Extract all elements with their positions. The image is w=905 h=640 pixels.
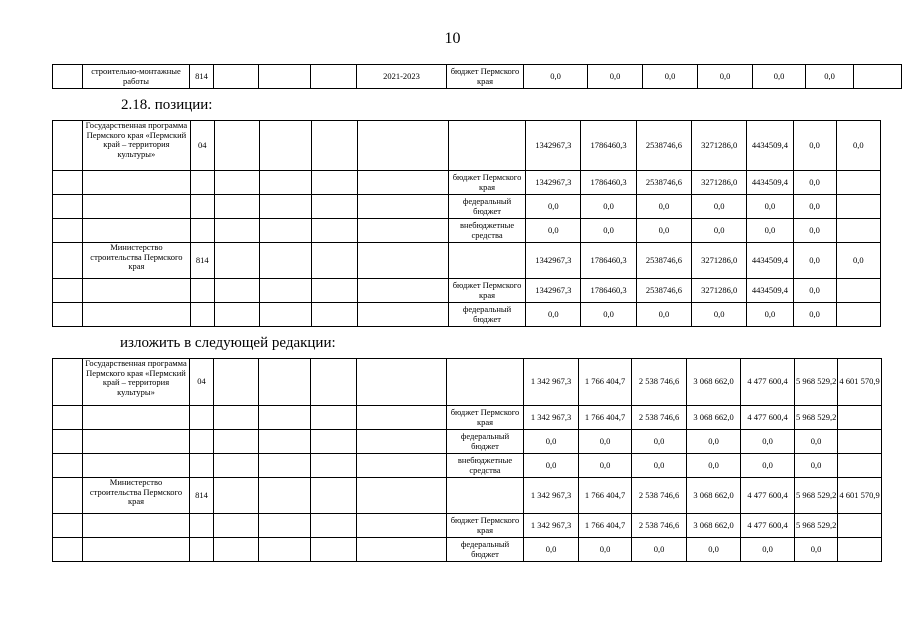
table-row [53, 538, 882, 562]
row-source-cell [448, 121, 525, 171]
row-source-cell: бюджет Пермского края [448, 171, 525, 195]
value-cell: 3 068 662,0 [687, 478, 741, 514]
table-cell [53, 65, 83, 89]
value-cell: 3271286,0 [692, 243, 747, 279]
value-cell: 1342967,3 [526, 279, 581, 303]
table-row [53, 243, 881, 279]
row-source-cell: бюджет Пермского края [447, 65, 524, 89]
table-cell [357, 406, 447, 430]
value-cell: 0,0 [687, 538, 741, 562]
table-row [53, 303, 881, 327]
value-cell: 1342967,3 [526, 171, 581, 195]
table-cell [214, 406, 259, 430]
value-cell [836, 279, 880, 303]
row-name-cell [83, 279, 191, 303]
table-cell [259, 65, 311, 89]
value-cell: 2538746,6 [636, 171, 691, 195]
value-cell [838, 454, 882, 478]
value-cell: 0,0 [632, 538, 687, 562]
table-row [53, 478, 882, 514]
row-source-cell: федеральный бюджет [448, 195, 525, 219]
value-cell: 0,0 [526, 303, 581, 327]
row-name-cell [83, 514, 190, 538]
row-source-cell: федеральный бюджет [447, 538, 524, 562]
row-code-cell [190, 195, 214, 219]
row-source-cell: бюджет Пермского края [447, 406, 524, 430]
table-cell [53, 478, 83, 514]
row-code-cell [190, 303, 214, 327]
table-cell [259, 171, 311, 195]
table-cell [53, 406, 83, 430]
value-cell: 0,0 [632, 430, 687, 454]
table-cell [357, 454, 447, 478]
row-name-cell [83, 538, 190, 562]
value-cell: 0,0 [741, 454, 795, 478]
table-cell [358, 171, 448, 195]
row-source-cell [448, 243, 525, 279]
table-cell [214, 430, 259, 454]
value-cell: 2 538 746,6 [632, 359, 687, 406]
value-cell: 4 477 600,4 [741, 406, 795, 430]
table-cell [312, 279, 358, 303]
row-code-cell: 814 [190, 65, 214, 89]
value-cell: 3271286,0 [692, 279, 747, 303]
table-cell [259, 514, 311, 538]
table-cell [53, 514, 83, 538]
value-cell: 0,0 [747, 219, 793, 243]
table-cell [358, 195, 448, 219]
section-heading: изложить в следующей редакции: [120, 335, 336, 351]
row-name-cell [83, 430, 190, 454]
value-cell [836, 195, 880, 219]
value-cell: 2 538 746,6 [632, 514, 687, 538]
table-cell [259, 359, 311, 406]
row-code-cell [190, 171, 214, 195]
value-cell: 4434509,4 [747, 243, 793, 279]
table-cell [357, 514, 447, 538]
table-cell [358, 303, 448, 327]
table-cell [214, 65, 259, 89]
value-cell: 4 477 600,4 [741, 478, 795, 514]
value-cell: 0,0 [793, 279, 836, 303]
table-cell [53, 243, 83, 279]
value-cell: 0,0 [795, 430, 838, 454]
row-period-cell: 2021-2023 [357, 65, 447, 89]
value-cell: 0,0 [636, 195, 691, 219]
table-cell [311, 430, 357, 454]
row-code-cell [190, 538, 214, 562]
table-row [53, 121, 881, 171]
row-source-cell: федеральный бюджет [447, 430, 524, 454]
row-source-cell: федеральный бюджет [448, 303, 525, 327]
value-cell: 1342967,3 [526, 121, 581, 171]
table-cell [259, 478, 311, 514]
value-cell: 0,0 [643, 65, 698, 89]
table-cell [311, 359, 357, 406]
table-cell [311, 406, 357, 430]
value-cell: 0,0 [581, 303, 636, 327]
table-cell [214, 195, 259, 219]
value-cell: 0,0 [579, 538, 632, 562]
value-cell: 0,0 [524, 454, 579, 478]
table-row [53, 514, 882, 538]
table-cell [53, 279, 83, 303]
old-version-table [52, 120, 881, 327]
table-cell [53, 359, 83, 406]
table-cell [312, 121, 358, 171]
value-cell: 0,0 [588, 65, 643, 89]
value-cell: 0,0 [741, 538, 795, 562]
value-cell: 0,0 [793, 219, 836, 243]
value-cell: 0,0 [793, 121, 836, 171]
table-cell [312, 303, 358, 327]
table-cell [214, 171, 259, 195]
value-cell: 5 968 529,2 [795, 478, 838, 514]
table-row [53, 195, 881, 219]
value-cell: 0,0 [524, 538, 579, 562]
table-cell [259, 406, 311, 430]
value-cell: 0,0 [632, 454, 687, 478]
value-cell: 1 766 404,7 [579, 359, 632, 406]
table-cell [311, 538, 357, 562]
table-cell [214, 279, 259, 303]
table-cell [259, 454, 311, 478]
row-name-cell: Государственная программа Пермского края «Пермский край – территория культуры» [83, 359, 190, 406]
row-source-cell: бюджет Пермского края [447, 514, 524, 538]
row-code-cell: 814 [190, 243, 214, 279]
value-cell: 0,0 [836, 243, 880, 279]
table-cell [311, 65, 357, 89]
value-cell: 4 477 600,4 [741, 359, 795, 406]
value-cell: 0,0 [687, 454, 741, 478]
table-row [53, 279, 881, 303]
table-cell [214, 303, 259, 327]
table-cell [358, 121, 448, 171]
table-cell [259, 219, 311, 243]
row-name-cell: Государственная программа Пермского края «Пермский край – территория культуры» [83, 121, 191, 171]
table-row [53, 454, 882, 478]
table-cell [214, 514, 259, 538]
table-cell [53, 303, 83, 327]
table-cell [357, 359, 447, 406]
row-code-cell [190, 219, 214, 243]
row-name-cell: Министерство строительства Пермского края [83, 478, 190, 514]
table-cell [53, 430, 83, 454]
row-name-cell [83, 406, 190, 430]
table-cell [311, 478, 357, 514]
page-number: 10 [444, 30, 461, 47]
value-cell: 0,0 [793, 303, 836, 327]
value-cell: 0,0 [793, 195, 836, 219]
new-version-table [52, 358, 882, 562]
value-cell: 3 068 662,0 [687, 359, 741, 406]
table-cell [357, 538, 447, 562]
table-row [53, 65, 902, 89]
row-code-cell [190, 406, 214, 430]
value-cell: 0,0 [753, 65, 806, 89]
value-cell: 2538746,6 [636, 121, 691, 171]
value-cell: 5 968 529,2 [795, 359, 838, 406]
row-code-cell [190, 279, 214, 303]
table-cell [259, 303, 311, 327]
table-row [53, 359, 882, 406]
table-cell [53, 219, 83, 243]
row-name-cell [83, 303, 191, 327]
value-cell [838, 406, 882, 430]
row-code-cell: 814 [190, 478, 214, 514]
value-cell: 0,0 [581, 195, 636, 219]
value-cell: 1 342 967,3 [524, 406, 579, 430]
table-cell [312, 219, 358, 243]
row-name-cell [83, 219, 191, 243]
table-cell [358, 243, 448, 279]
table-cell [358, 279, 448, 303]
value-cell: 0,0 [793, 171, 836, 195]
continuation-table [52, 64, 902, 89]
value-cell: 0,0 [636, 303, 691, 327]
value-cell: 1 766 404,7 [579, 406, 632, 430]
value-cell: 0,0 [579, 430, 632, 454]
table-cell [259, 195, 311, 219]
row-code-cell [190, 454, 214, 478]
value-cell: 0,0 [692, 303, 747, 327]
value-cell: 0,0 [524, 65, 588, 89]
table-row [53, 171, 881, 195]
table-cell [357, 478, 447, 514]
row-source-cell [447, 359, 524, 406]
table-cell [259, 243, 311, 279]
table-row [53, 406, 882, 430]
table-cell [53, 454, 83, 478]
value-cell: 0,0 [692, 219, 747, 243]
value-cell: 2538746,6 [636, 279, 691, 303]
value-cell: 1342967,3 [526, 243, 581, 279]
value-cell: 0,0 [747, 303, 793, 327]
table-cell [53, 121, 83, 171]
table-cell [311, 514, 357, 538]
value-cell: 3271286,0 [692, 121, 747, 171]
value-cell: 0,0 [526, 195, 581, 219]
table-cell [259, 430, 311, 454]
value-cell: 2538746,6 [636, 243, 691, 279]
value-cell: 3 068 662,0 [687, 406, 741, 430]
value-cell: 1 766 404,7 [579, 478, 632, 514]
value-cell: 0,0 [741, 430, 795, 454]
value-cell: 5 968 529,2 [795, 406, 838, 430]
row-source-cell: внебюджетные средства [448, 219, 525, 243]
table-cell [312, 243, 358, 279]
value-cell: 4434509,4 [747, 279, 793, 303]
value-cell: 0,0 [526, 219, 581, 243]
value-cell [836, 219, 880, 243]
value-cell: 4 601 570,9 [838, 359, 882, 406]
value-cell: 1 342 967,3 [524, 359, 579, 406]
row-name-cell: строительно-монтажные работы [83, 65, 190, 89]
value-cell: 0,0 [793, 243, 836, 279]
table-cell [214, 359, 259, 406]
value-cell: 4434509,4 [747, 171, 793, 195]
value-cell: 0,0 [806, 65, 854, 89]
value-cell [836, 171, 880, 195]
value-cell [838, 514, 882, 538]
table-cell [259, 538, 311, 562]
value-cell: 4434509,4 [747, 121, 793, 171]
table-cell [53, 195, 83, 219]
value-cell: 3 068 662,0 [687, 514, 741, 538]
value-cell: 1 342 967,3 [524, 514, 579, 538]
table-cell [358, 219, 448, 243]
value-cell: 4 477 600,4 [741, 514, 795, 538]
value-cell: 5 968 529,2 [795, 514, 838, 538]
value-cell: 0,0 [795, 454, 838, 478]
table-row [53, 219, 881, 243]
table-cell [214, 454, 259, 478]
value-cell: 1786460,3 [581, 121, 636, 171]
value-cell: 0,0 [747, 195, 793, 219]
row-code-cell: 04 [190, 121, 214, 171]
row-source-cell [447, 478, 524, 514]
value-cell [838, 538, 882, 562]
table-cell [214, 538, 259, 562]
row-code-cell: 04 [190, 359, 214, 406]
value-cell: 3271286,0 [692, 171, 747, 195]
value-cell: 0,0 [795, 538, 838, 562]
table-cell [357, 430, 447, 454]
value-cell: 0,0 [687, 430, 741, 454]
table-cell [214, 219, 259, 243]
table-cell [312, 171, 358, 195]
value-cell: 0,0 [581, 219, 636, 243]
value-cell [836, 303, 880, 327]
row-source-cell: бюджет Пермского края [448, 279, 525, 303]
value-cell: 0,0 [636, 219, 691, 243]
value-cell: 1786460,3 [581, 279, 636, 303]
row-code-cell [190, 514, 214, 538]
table-cell [311, 454, 357, 478]
table-cell [854, 65, 902, 89]
table-cell [214, 243, 259, 279]
section-heading: 2.18. позиции: [121, 97, 213, 113]
value-cell: 4 601 570,9 [838, 478, 882, 514]
table-cell [312, 195, 358, 219]
value-cell: 1786460,3 [581, 243, 636, 279]
row-name-cell [83, 195, 191, 219]
table-cell [53, 171, 83, 195]
row-code-cell [190, 430, 214, 454]
value-cell: 1786460,3 [581, 171, 636, 195]
row-source-cell: внебюджетные средства [447, 454, 524, 478]
value-cell: 2 538 746,6 [632, 478, 687, 514]
value-cell: 0,0 [836, 121, 880, 171]
row-name-cell [83, 454, 190, 478]
table-cell [259, 279, 311, 303]
value-cell: 0,0 [692, 195, 747, 219]
value-cell: 1 766 404,7 [579, 514, 632, 538]
value-cell: 0,0 [579, 454, 632, 478]
table-cell [214, 121, 259, 171]
value-cell: 1 342 967,3 [524, 478, 579, 514]
value-cell [838, 430, 882, 454]
table-row [53, 430, 882, 454]
table-cell [214, 478, 259, 514]
value-cell: 0,0 [524, 430, 579, 454]
row-name-cell: Министерство строительства Пермского края [83, 243, 191, 279]
value-cell: 0,0 [698, 65, 753, 89]
row-name-cell [83, 171, 191, 195]
value-cell: 2 538 746,6 [632, 406, 687, 430]
table-cell [53, 538, 83, 562]
table-cell [259, 121, 311, 171]
